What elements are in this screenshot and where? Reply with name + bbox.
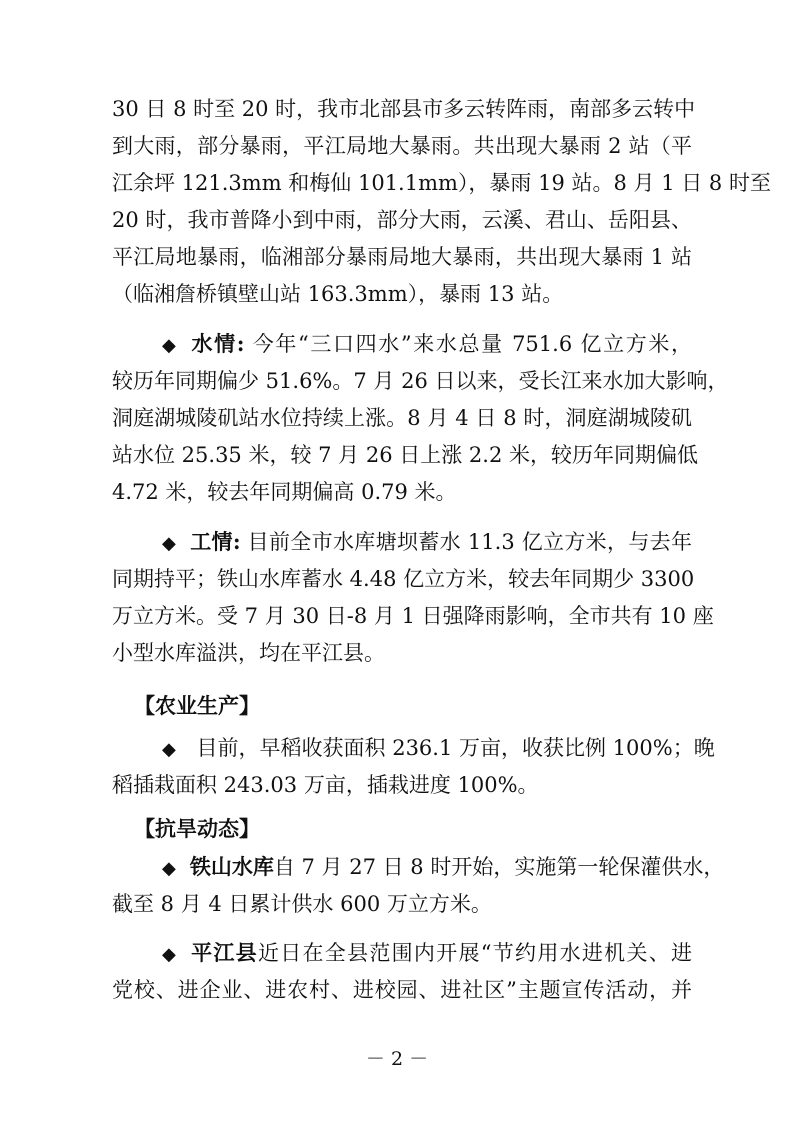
water-line-3: 洞庭湖城陵矶站水位持续上涨。8 月 4 日 8 时，洞庭湖城陵矶 [112, 406, 692, 430]
works-line-3: 万立方米。受 7 月 30 日-8 月 1 日强降雨影响，全市共有 10 座 [112, 604, 714, 628]
works-first-line [162, 529, 692, 557]
water-label: 水情: [191, 331, 245, 356]
drought-heading: 【抗旱动态】 [134, 816, 260, 841]
drought-item2-line-2: 党校、进企业、进农村、进校园、进社区”主题宣传活动，并 [112, 978, 692, 1002]
diamond-bullet-icon: ◆ [162, 739, 176, 760]
drought-item2-text: 近日在全县范围内开展“节约用水进机关、进 [257, 941, 693, 965]
rain-line-4: 20 时，我市普降小到中雨，部分大雨，云溪、君山、岳阳县、 [112, 208, 692, 232]
diamond-bullet-icon: ◆ [162, 533, 177, 554]
water-first-line [162, 331, 692, 359]
water-line-2: 较历年同期偏少 51.6%。7 月 26 日以来，受长江来水加大影响， [112, 369, 729, 393]
works-label: 工情: [190, 529, 241, 554]
drought-item2-label: 平江县 [191, 940, 258, 965]
agri-line-2: 稻插栽面积 243.03 万亩，插栽进度 100%。 [112, 773, 539, 797]
works-line-2: 同期持平；铁山水库蓄水 4.48 亿立方米，较去年同期少 3300 [112, 567, 695, 591]
document-page [112, 0, 771, 1122]
agri-heading: 【农业生产】 [134, 693, 260, 718]
rain-line-5: 平江局地暴雨，临湘部分暴雨局地大暴雨，共出现大暴雨 1 站 [112, 245, 692, 269]
rain-line-1: 30 日 8 时至 20 时，我市北部县市多云转阵雨，南部多云转中 [112, 97, 696, 121]
rain-line-6: （临湘詹桥镇壁山站 163.3mm），暴雨 13 站。 [112, 282, 564, 306]
diamond-bullet-icon: ◆ [162, 944, 178, 965]
agri-first-line-text: 目前，早稻收获面积 236.1 万亩，收获比例 100%；晚 [196, 736, 715, 760]
water-first-line-text: 今年“三口四水”来水总量 751.6 亿立方米， [252, 332, 692, 356]
drought-item1-line-2: 截至 8 月 4 日累计供水 600 万立方米。 [112, 892, 492, 916]
water-line-4: 站水位 25.35 米，较 7 月 26 日上涨 2.2 米，较历年同期偏低 [112, 443, 698, 467]
water-line-5: 4.72 米，较去年同期偏高 0.79 米。 [112, 480, 457, 504]
drought-item2-first-line [162, 940, 692, 968]
diamond-bullet-icon: ◆ [162, 858, 176, 879]
agri-first-line [162, 735, 715, 763]
rain-line-2: 到大雨，部分暴雨，平江局地大暴雨。共出现大暴雨 2 站（平 [112, 134, 692, 158]
diamond-bullet-icon: ◆ [162, 335, 178, 356]
works-line-4: 小型水库溢洪，均在平江县。 [112, 641, 385, 665]
drought-item1-label: 铁山水库 [189, 854, 274, 879]
rain-line-3: 江余坪 121.3mm 和梅仙 101.1mm），暴雨 19 站。8 月 1 日 8 时至 [112, 171, 771, 195]
works-first-line-text: 目前全市水库塘坝蓄水 11.3 亿立方米，与去年 [247, 530, 693, 554]
page-number: － 2 － [365, 1048, 429, 1070]
drought-item1-text: 自 7 月 27 日 8 时开始，实施第一轮保灌供水， [273, 855, 725, 879]
drought-item1-first-line [162, 854, 725, 882]
